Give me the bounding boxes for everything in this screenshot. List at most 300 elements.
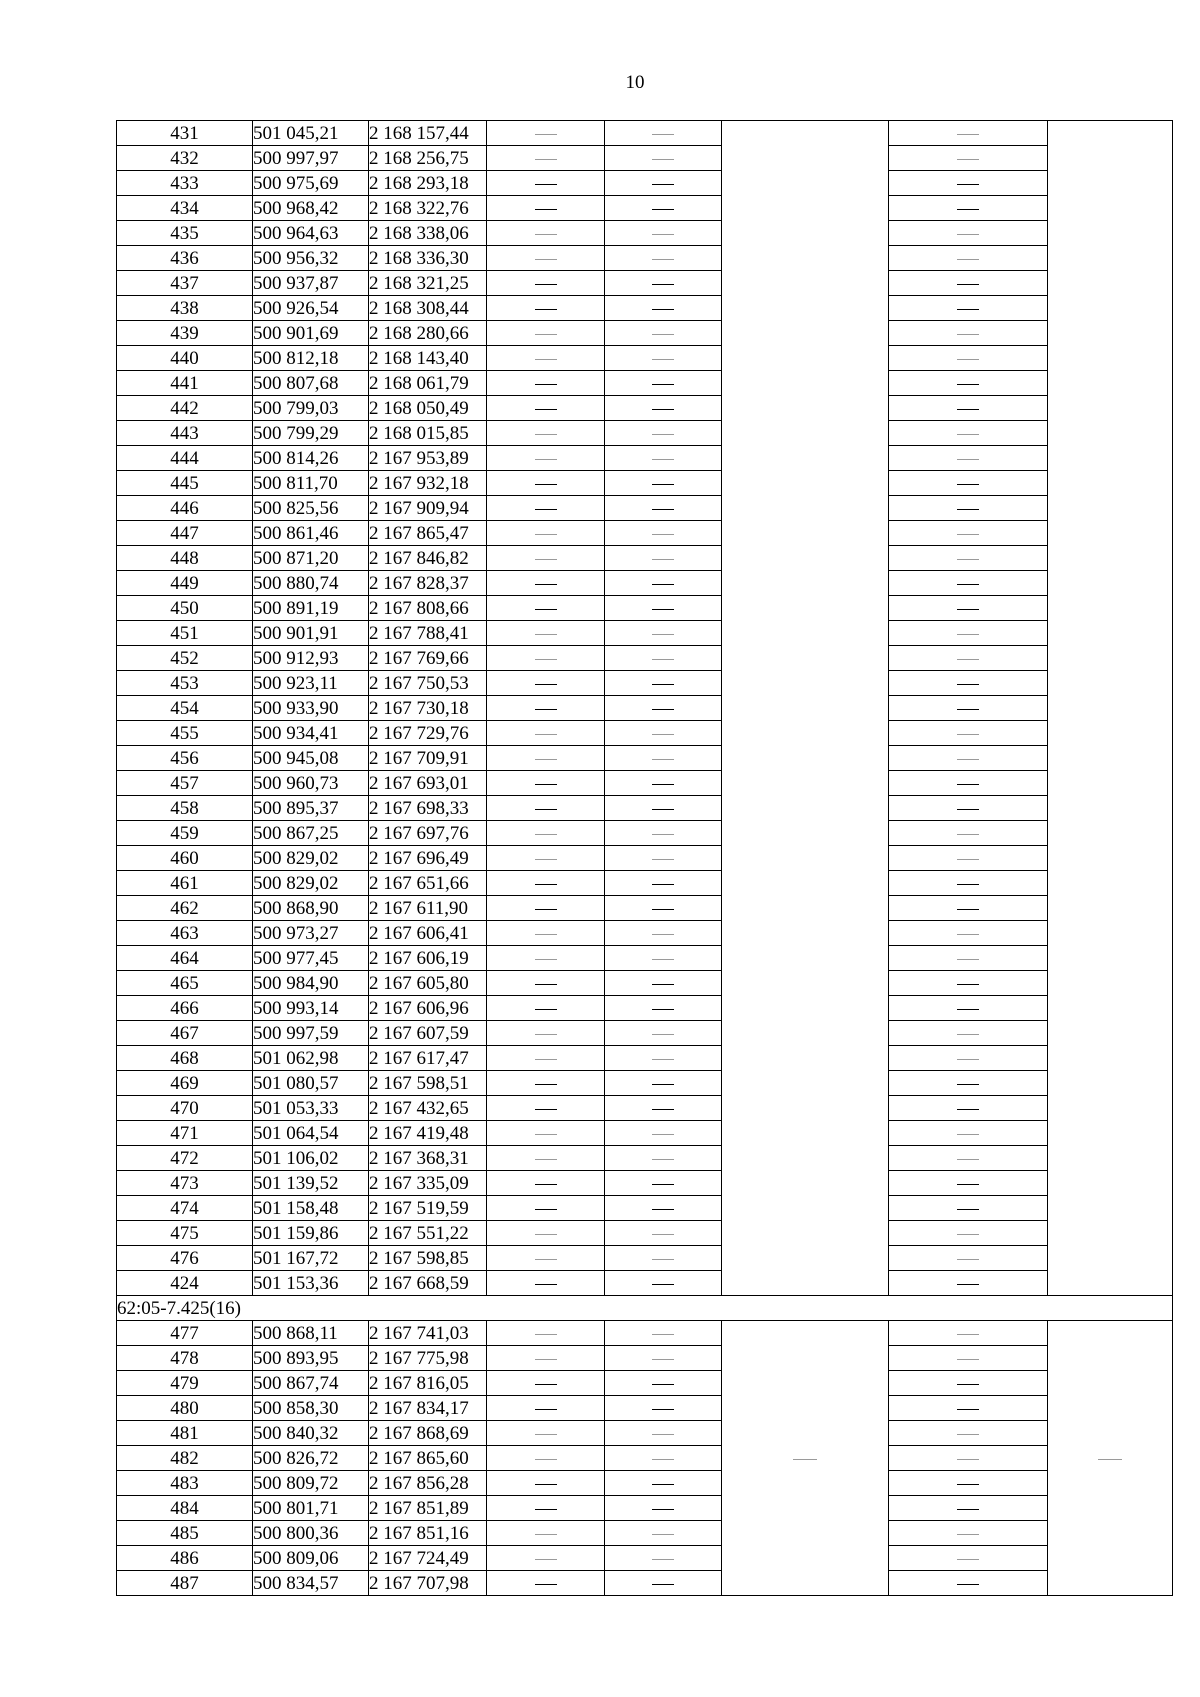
dash-mark	[957, 784, 979, 785]
coordinate-y: 2 167 865,47	[369, 521, 487, 546]
coordinate-y: 2 167 368,31	[369, 1146, 487, 1171]
point-number: 451	[117, 621, 253, 646]
dash-cell	[487, 921, 605, 946]
dash-mark	[957, 409, 979, 410]
dash-cell	[487, 871, 605, 896]
coordinate-y: 2 167 868,69	[369, 1421, 487, 1446]
dash-cell	[605, 1246, 722, 1271]
dash-mark	[535, 809, 557, 810]
dash-cell	[605, 1496, 722, 1521]
coordinate-x: 500 858,30	[253, 1396, 369, 1421]
dash-mark	[535, 284, 557, 285]
dash-cell	[605, 571, 722, 596]
dash-cell	[487, 471, 605, 496]
coordinate-y: 2 168 143,40	[369, 346, 487, 371]
table-row	[117, 746, 1173, 771]
point-number: 441	[117, 371, 253, 396]
dash-mark	[957, 334, 979, 335]
dash-mark	[957, 509, 979, 510]
dash-mark	[652, 1009, 674, 1010]
dash-cell	[889, 1071, 1048, 1096]
table-row	[117, 771, 1173, 796]
dash-mark	[535, 959, 557, 960]
table-row	[117, 821, 1173, 846]
dash-cell	[605, 1471, 722, 1496]
dash-mark	[652, 559, 674, 560]
dash-cell	[889, 1396, 1048, 1421]
dash-mark	[957, 684, 979, 685]
point-number: 466	[117, 996, 253, 1021]
dash-mark	[957, 1084, 979, 1085]
dash-cell	[487, 321, 605, 346]
coordinate-x: 500 901,69	[253, 321, 369, 346]
dash-cell	[889, 821, 1048, 846]
dash-mark	[535, 484, 557, 485]
dash-cell	[889, 446, 1048, 471]
table-row	[117, 121, 1173, 146]
dash-mark	[652, 409, 674, 410]
coordinate-x: 500 933,90	[253, 696, 369, 721]
dash-mark	[535, 1184, 557, 1185]
dash-cell	[605, 346, 722, 371]
dash-cell	[605, 1121, 722, 1146]
dash-mark	[535, 409, 557, 410]
coordinate-x: 501 062,98	[253, 1046, 369, 1071]
point-number: 483	[117, 1471, 253, 1496]
dash-mark	[652, 309, 674, 310]
point-number: 456	[117, 746, 253, 771]
point-number: 433	[117, 171, 253, 196]
coordinate-y: 2 167 611,90	[369, 896, 487, 921]
dash-cell	[889, 1021, 1048, 1046]
dash-mark	[652, 1134, 674, 1135]
dash-mark	[652, 1284, 674, 1285]
table-row	[117, 221, 1173, 246]
dash-mark	[957, 284, 979, 285]
dash-cell	[487, 1346, 605, 1371]
coordinate-y: 2 167 769,66	[369, 646, 487, 671]
dash-cell	[487, 796, 605, 821]
dash-mark	[535, 309, 557, 310]
dash-cell	[605, 896, 722, 921]
dash-cell	[889, 1196, 1048, 1221]
point-number: 455	[117, 721, 253, 746]
dash-mark	[535, 434, 557, 435]
coordinate-x: 500 973,27	[253, 921, 369, 946]
dash-cell	[605, 1571, 722, 1596]
point-number: 431	[117, 121, 253, 146]
dash-cell	[889, 771, 1048, 796]
dash-mark	[957, 1284, 979, 1285]
table-row	[117, 496, 1173, 521]
dash-cell	[889, 1471, 1048, 1496]
dash-mark	[957, 834, 979, 835]
dash-mark	[535, 1334, 557, 1335]
dash-cell	[605, 921, 722, 946]
coordinate-x: 501 139,52	[253, 1171, 369, 1196]
dash-mark	[535, 659, 557, 660]
coordinate-x: 500 812,18	[253, 346, 369, 371]
coordinate-x: 500 826,72	[253, 1446, 369, 1471]
dash-mark	[535, 1109, 557, 1110]
point-number: 473	[117, 1171, 253, 1196]
dash-cell	[605, 296, 722, 321]
dash-mark	[535, 1209, 557, 1210]
dash-cell	[605, 421, 722, 446]
dash-mark	[535, 1259, 557, 1260]
dash-mark	[535, 1409, 557, 1410]
dash-cell	[487, 1071, 605, 1096]
empty-column	[722, 121, 889, 1296]
point-number: 443	[117, 421, 253, 446]
dash-cell	[605, 246, 722, 271]
dash-cell	[605, 271, 722, 296]
point-number: 454	[117, 696, 253, 721]
dash-mark	[957, 584, 979, 585]
table-row	[117, 671, 1173, 696]
point-number: 482	[117, 1446, 253, 1471]
dash-mark	[957, 184, 979, 185]
point-number: 444	[117, 446, 253, 471]
dash-mark	[957, 1259, 979, 1260]
coordinate-y: 2 167 834,17	[369, 1396, 487, 1421]
dash-mark	[957, 1159, 979, 1160]
coordinate-x: 500 840,32	[253, 1421, 369, 1446]
point-number: 481	[117, 1421, 253, 1446]
dash-cell	[487, 1471, 605, 1496]
coordinate-x: 500 895,37	[253, 796, 369, 821]
dash-cell	[889, 1371, 1048, 1396]
dash-mark	[535, 609, 557, 610]
table-row	[117, 1496, 1173, 1521]
dash-cell	[487, 146, 605, 171]
point-number: 424	[117, 1271, 253, 1296]
dash-mark	[957, 1059, 979, 1060]
coordinate-y: 2 167 606,96	[369, 996, 487, 1021]
dash-cell	[889, 596, 1048, 621]
coordinate-y: 2 167 617,47	[369, 1046, 487, 1071]
coordinate-y: 2 167 729,76	[369, 721, 487, 746]
coordinate-x: 500 800,36	[253, 1521, 369, 1546]
point-number: 465	[117, 971, 253, 996]
point-number: 470	[117, 1096, 253, 1121]
table-row	[117, 571, 1173, 596]
coordinate-y: 2 167 606,41	[369, 921, 487, 946]
coordinate-y: 2 167 709,91	[369, 746, 487, 771]
dash-mark	[652, 759, 674, 760]
dash-mark	[652, 1084, 674, 1085]
dash-cell	[889, 1421, 1048, 1446]
coordinate-x: 500 968,42	[253, 196, 369, 221]
dash-cell	[487, 1546, 605, 1571]
coordinate-y: 2 167 519,59	[369, 1196, 487, 1221]
dash-cell	[889, 896, 1048, 921]
coordinate-y: 2 167 750,53	[369, 671, 487, 696]
coordinate-x: 501 158,48	[253, 1196, 369, 1221]
point-number: 468	[117, 1046, 253, 1071]
coordinate-y: 2 168 015,85	[369, 421, 487, 446]
dash-mark	[957, 959, 979, 960]
dash-mark	[793, 1459, 817, 1460]
point-number: 486	[117, 1546, 253, 1571]
dash-cell	[605, 771, 722, 796]
dash-mark	[535, 1159, 557, 1160]
dash-cell	[605, 521, 722, 546]
dash-cell	[889, 296, 1048, 321]
dash-mark	[652, 809, 674, 810]
table-row	[117, 1096, 1173, 1121]
dash-cell	[889, 1571, 1048, 1596]
coordinate-y: 2 167 697,76	[369, 821, 487, 846]
dash-cell	[487, 521, 605, 546]
point-number: 476	[117, 1246, 253, 1271]
point-number: 445	[117, 471, 253, 496]
dash-cell	[889, 421, 1048, 446]
dash-cell	[889, 1346, 1048, 1371]
point-number: 463	[117, 921, 253, 946]
dash-cell	[605, 1321, 722, 1346]
dash-mark	[652, 159, 674, 160]
dash-cell	[605, 471, 722, 496]
dash-mark	[652, 1034, 674, 1035]
dash-mark	[535, 1009, 557, 1010]
dash-cell	[605, 996, 722, 1021]
table-row	[117, 1071, 1173, 1096]
dash-mark	[535, 184, 557, 185]
dash-mark	[535, 1059, 557, 1060]
dash-mark	[957, 309, 979, 310]
dash-mark	[535, 559, 557, 560]
coordinate-x: 500 926,54	[253, 296, 369, 321]
coordinate-x: 500 868,11	[253, 1321, 369, 1346]
dash-mark	[957, 1034, 979, 1035]
dash-cell	[889, 171, 1048, 196]
table-row	[117, 896, 1173, 921]
table-row	[117, 1246, 1173, 1271]
dash-cell	[605, 846, 722, 871]
coordinate-x: 500 799,03	[253, 396, 369, 421]
dash-mark	[957, 1334, 979, 1335]
dash-mark	[535, 859, 557, 860]
dash-mark	[535, 1434, 557, 1435]
dash-cell	[605, 1096, 722, 1121]
dash-mark	[535, 934, 557, 935]
dash-cell	[487, 1021, 605, 1046]
dash-cell	[605, 446, 722, 471]
table-row	[117, 1571, 1173, 1596]
dash-mark	[652, 334, 674, 335]
dash-cell	[605, 1521, 722, 1546]
dash-cell	[487, 1521, 605, 1546]
dash-mark	[957, 1584, 979, 1585]
point-number: 439	[117, 321, 253, 346]
dash-cell	[487, 446, 605, 471]
coordinate-y: 2 167 668,59	[369, 1271, 487, 1296]
point-number: 461	[117, 871, 253, 896]
dash-cell	[605, 621, 722, 646]
dash-cell	[605, 596, 722, 621]
table-row	[117, 146, 1173, 171]
dash-mark	[535, 709, 557, 710]
coordinate-y: 2 168 061,79	[369, 371, 487, 396]
table-row	[117, 346, 1173, 371]
dash-mark	[652, 1259, 674, 1260]
dash-mark	[535, 1084, 557, 1085]
dash-cell	[605, 971, 722, 996]
coordinate-y: 2 168 321,25	[369, 271, 487, 296]
table-row	[117, 1271, 1173, 1296]
dash-cell	[487, 1196, 605, 1221]
point-number: 450	[117, 596, 253, 621]
dash-mark	[652, 784, 674, 785]
dash-mark	[652, 984, 674, 985]
dash-mark	[957, 384, 979, 385]
dash-cell	[487, 371, 605, 396]
dash-cell	[487, 571, 605, 596]
point-number: 440	[117, 346, 253, 371]
dash-cell	[487, 1496, 605, 1521]
dash-mark	[652, 1334, 674, 1335]
coordinate-y: 2 167 707,98	[369, 1571, 487, 1596]
dash-mark	[957, 559, 979, 560]
dash-cell	[605, 721, 722, 746]
table-row	[117, 421, 1173, 446]
dash-cell	[605, 321, 722, 346]
coordinate-x: 501 167,72	[253, 1246, 369, 1271]
dash-mark	[957, 634, 979, 635]
coordinate-y: 2 167 724,49	[369, 1546, 487, 1571]
dash-cell	[889, 671, 1048, 696]
dash-cell	[889, 471, 1048, 496]
dash-cell	[605, 221, 722, 246]
dash-cell	[889, 921, 1048, 946]
point-number: 472	[117, 1146, 253, 1171]
dash-cell	[487, 271, 605, 296]
coordinate-y: 2 167 606,19	[369, 946, 487, 971]
dash-mark	[652, 1559, 674, 1560]
dash-mark	[652, 184, 674, 185]
table-row	[117, 596, 1173, 621]
coordinate-x: 500 871,20	[253, 546, 369, 571]
section-row	[117, 1296, 1173, 1321]
coordinate-x: 500 984,90	[253, 971, 369, 996]
dash-mark	[535, 734, 557, 735]
dash-cell	[487, 296, 605, 321]
coordinate-x: 500 945,08	[253, 746, 369, 771]
dash-cell	[889, 971, 1048, 996]
coordinate-x: 500 960,73	[253, 771, 369, 796]
coordinate-y: 2 167 775,98	[369, 1346, 487, 1371]
dash-mark	[652, 859, 674, 860]
dash-cell	[889, 371, 1048, 396]
coordinate-y: 2 167 693,01	[369, 771, 487, 796]
dash-cell	[487, 1371, 605, 1396]
dash-cell	[889, 496, 1048, 521]
table-row	[117, 446, 1173, 471]
empty-column	[1048, 1321, 1173, 1596]
dash-cell	[487, 1121, 605, 1146]
dash-cell	[889, 221, 1048, 246]
dash-mark	[652, 1434, 674, 1435]
dash-mark	[652, 1509, 674, 1510]
dash-cell	[889, 571, 1048, 596]
coordinate-x: 500 975,69	[253, 171, 369, 196]
coordinate-y: 2 168 322,76	[369, 196, 487, 221]
coordinate-y: 2 167 808,66	[369, 596, 487, 621]
dash-cell	[487, 721, 605, 746]
dash-cell	[487, 696, 605, 721]
dash-cell	[889, 246, 1048, 271]
dash-cell	[889, 196, 1048, 221]
empty-column	[722, 1321, 889, 1596]
dash-cell	[889, 846, 1048, 871]
dash-cell	[605, 696, 722, 721]
table-row	[117, 1021, 1173, 1046]
dash-mark	[652, 509, 674, 510]
dash-cell	[487, 346, 605, 371]
dash-cell	[487, 1221, 605, 1246]
dash-mark	[535, 1509, 557, 1510]
point-number: 449	[117, 571, 253, 596]
dash-cell	[605, 1171, 722, 1196]
dash-cell	[889, 796, 1048, 821]
dash-cell	[605, 1546, 722, 1571]
section-label: 62:05-7.425(16)	[117, 1296, 1173, 1321]
table-row	[117, 696, 1173, 721]
dash-cell	[487, 1271, 605, 1296]
dash-mark	[652, 284, 674, 285]
coordinate-y: 2 167 651,66	[369, 871, 487, 896]
dash-cell	[889, 1246, 1048, 1271]
dash-cell	[605, 1046, 722, 1071]
coordinate-y: 2 168 308,44	[369, 296, 487, 321]
coordinate-y: 2 167 816,05	[369, 1371, 487, 1396]
dash-mark	[957, 1409, 979, 1410]
table-row	[117, 471, 1173, 496]
dash-mark	[535, 634, 557, 635]
dash-mark	[652, 1159, 674, 1160]
dash-cell	[487, 846, 605, 871]
dash-cell	[605, 871, 722, 896]
coordinate-y: 2 167 846,82	[369, 546, 487, 571]
table-row	[117, 196, 1173, 221]
point-number: 437	[117, 271, 253, 296]
point-number: 446	[117, 496, 253, 521]
dash-mark	[957, 534, 979, 535]
dash-mark	[957, 984, 979, 985]
point-number: 479	[117, 1371, 253, 1396]
dash-cell	[605, 171, 722, 196]
dash-mark	[652, 1384, 674, 1385]
dash-cell	[487, 1096, 605, 1121]
dash-mark	[652, 1409, 674, 1410]
table-row	[117, 646, 1173, 671]
dash-mark	[652, 434, 674, 435]
table-row	[117, 296, 1173, 321]
table-row	[117, 1321, 1173, 1346]
coordinate-x: 500 861,46	[253, 521, 369, 546]
dash-cell	[889, 721, 1048, 746]
dash-mark	[957, 659, 979, 660]
coordinate-y: 2 167 551,22	[369, 1221, 487, 1246]
dash-cell	[889, 621, 1048, 646]
dash-mark	[957, 1509, 979, 1510]
dash-mark	[535, 1559, 557, 1560]
dash-cell	[605, 821, 722, 846]
dash-mark	[535, 784, 557, 785]
coordinate-y: 2 168 280,66	[369, 321, 487, 346]
table-row	[117, 1121, 1173, 1146]
